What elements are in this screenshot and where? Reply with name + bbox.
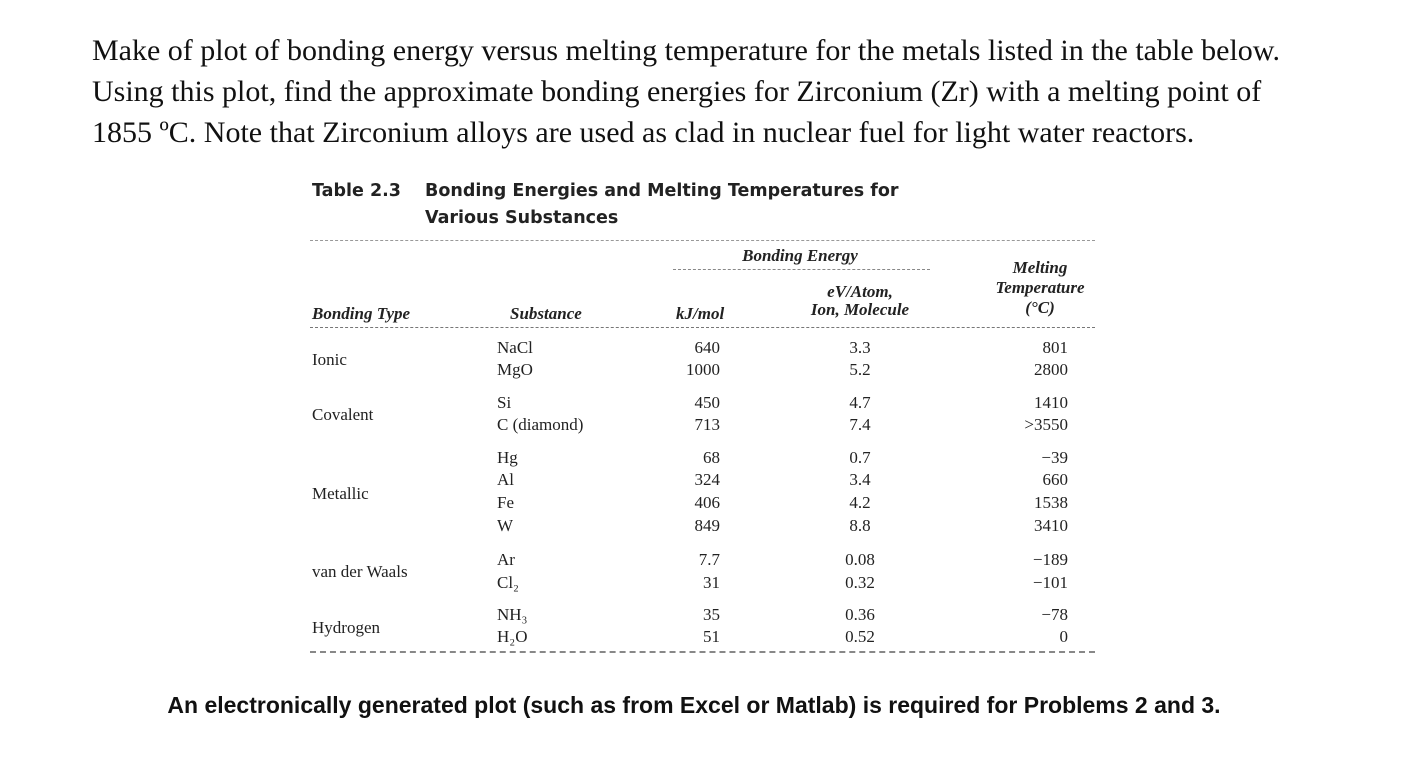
header-temperature: Temperature — [995, 278, 1085, 297]
ev-cell: 5.2 — [849, 360, 871, 379]
table-number: Table 2.3 — [312, 181, 401, 201]
melt-cell: 0 — [1059, 627, 1068, 646]
melt-cell: −101 — [1032, 573, 1068, 592]
bonding-type-label: Hydrogen — [312, 618, 380, 637]
bonding-energy-span-rule — [673, 269, 930, 270]
substance-cell: Ar — [497, 550, 515, 569]
header-ion-molecule: Ion, Molecule — [810, 300, 910, 319]
header-melting: Melting — [1012, 258, 1068, 277]
bonding-type-label: Covalent — [312, 405, 374, 424]
header-substance: Substance — [510, 304, 582, 323]
ev-cell: 4.7 — [849, 393, 871, 412]
melt-cell: 1538 — [1034, 493, 1068, 512]
melt-cell: 2800 — [1034, 360, 1068, 379]
kjmol-cell: 68 — [703, 448, 720, 467]
substance-cell: NH₃ — [497, 605, 528, 624]
melt-cell: 660 — [1042, 470, 1068, 489]
melt-cell: 801 — [1042, 338, 1068, 357]
ev-cell: 4.2 — [849, 493, 871, 512]
substance-cell: Cl₂ — [497, 573, 519, 592]
table-caption — [312, 178, 899, 232]
kjmol-cell: 849 — [694, 516, 720, 535]
table-top-rule — [310, 240, 1095, 241]
substance-cell: Si — [497, 393, 512, 412]
melt-cell: >3550 — [1024, 415, 1068, 434]
table-title: Bonding Energies and Melting Temperatures for — [425, 181, 899, 201]
melt-cell: 3410 — [1034, 516, 1068, 535]
header-bonding-energy: Bonding Energy — [742, 246, 858, 265]
melt-cell: −39 — [1041, 448, 1068, 467]
substance-cell: H₂O — [497, 627, 528, 646]
ev-cell: 0.52 — [845, 627, 875, 646]
footer-note: An electronically generated plot (such as from Excel or Matlab) is required for Problems 2 and 3. — [167, 692, 1221, 718]
melt-cell: 1410 — [1034, 393, 1068, 412]
ev-cell: 0.7 — [849, 448, 871, 467]
kjmol-cell: 406 — [694, 493, 720, 512]
ev-cell: 3.3 — [849, 338, 871, 357]
kjmol-cell: 324 — [694, 470, 720, 489]
substance-cell: MgO — [497, 360, 533, 379]
ev-cell: 0.08 — [845, 550, 875, 569]
kjmol-cell: 31 — [703, 573, 720, 592]
header-bonding-type: Bonding Type — [312, 304, 411, 323]
table-header-rule — [310, 327, 1095, 328]
header-melting-unit: (°C) — [1025, 298, 1055, 317]
kjmol-cell: 1000 — [686, 360, 720, 379]
substance-cell: NaCl — [497, 338, 533, 357]
melt-cell: −78 — [1041, 605, 1068, 624]
ev-cell: 3.4 — [849, 470, 871, 489]
substance-cell: Hg — [497, 448, 518, 467]
substance-cell: C (diamond) — [497, 415, 584, 434]
header-ev-atom: eV/Atom, — [827, 282, 893, 301]
ev-cell: 7.4 — [849, 415, 871, 434]
kjmol-cell: 640 — [694, 338, 720, 357]
kjmol-cell: 450 — [694, 393, 720, 412]
kjmol-cell: 35 — [703, 605, 720, 624]
kjmol-cell: 7.7 — [698, 550, 720, 569]
header-kjmol: kJ/mol — [676, 304, 725, 323]
problem-line: Make of plot of bonding energy versus melting temperature for the metals listed in the table below. — [92, 34, 1281, 67]
problem-line: Using this plot, find the approximate bonding energies for Zirconium (Zr) with a melting point of — [92, 75, 1262, 108]
ev-cell: 0.32 — [845, 573, 875, 592]
problem-line: 1855 ºC. Note that Zirconium alloys are used as clad in nuclear fuel for light water reactors. — [92, 116, 1195, 149]
substance-cell: Fe — [497, 493, 514, 512]
kjmol-cell: 713 — [694, 415, 720, 434]
melt-cell: −189 — [1032, 550, 1068, 569]
kjmol-cell: 51 — [703, 627, 720, 646]
table-title-continued: Various Substances — [425, 208, 619, 228]
ev-cell: 0.36 — [845, 605, 875, 624]
bonding-type-label: van der Waals — [312, 562, 408, 581]
problem-statement — [92, 30, 1342, 153]
bonding-type-label: Metallic — [312, 484, 369, 503]
ev-cell: 8.8 — [849, 516, 871, 535]
table-bottom-rule — [310, 651, 1095, 653]
bonding-type-label: Ionic — [312, 350, 347, 369]
substance-cell: W — [497, 516, 514, 535]
substance-cell: Al — [497, 470, 514, 489]
